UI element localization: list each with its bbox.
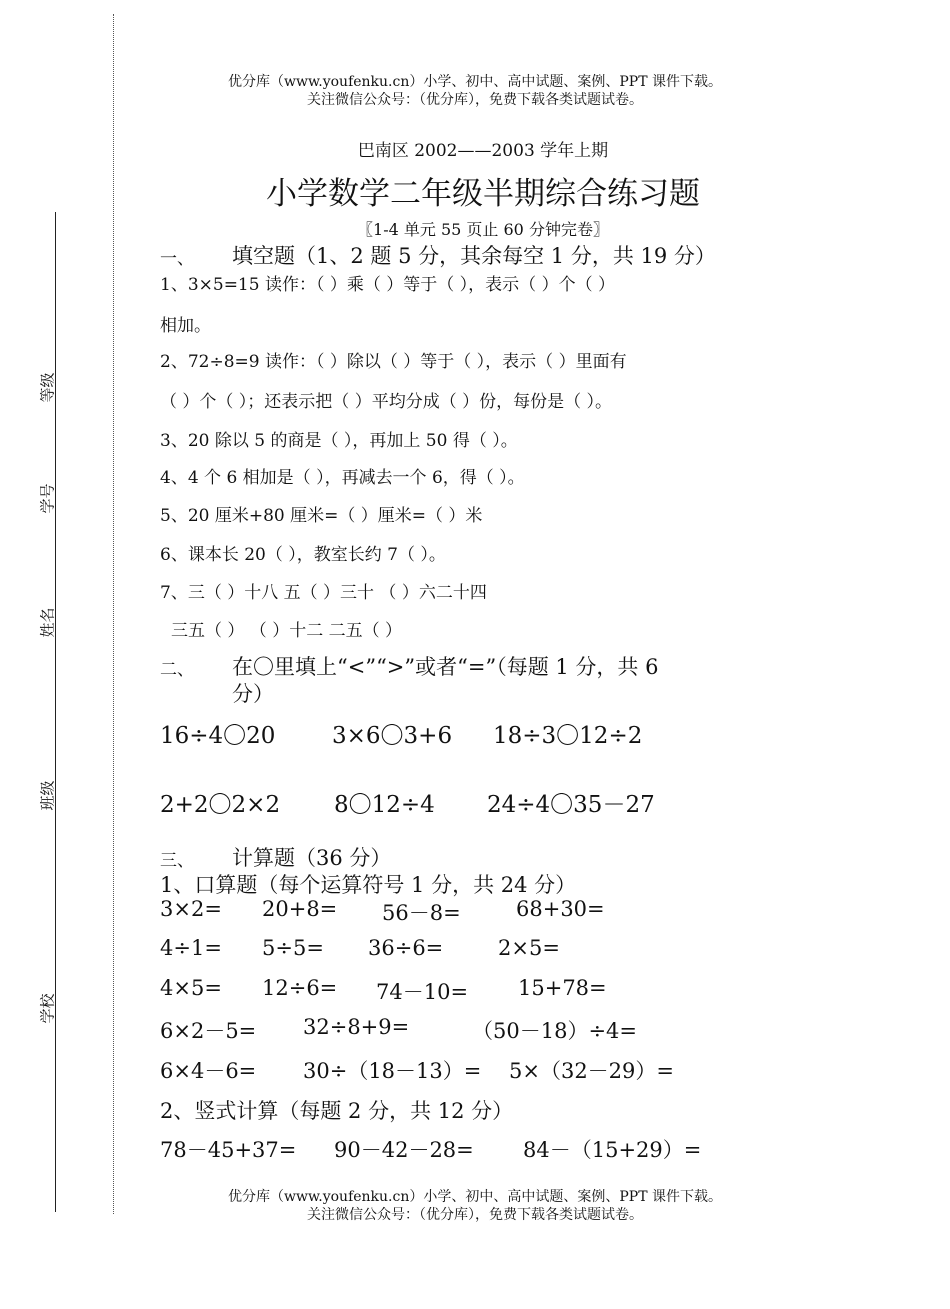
oral-calc-item: 68+30= xyxy=(516,897,605,921)
footer-line-2: 关注微信公众号：（优分库），免费下载各类试题试卷。 xyxy=(307,1207,643,1223)
vertical-calc-heading: 2、竖式计算（每题 2 分，共 12 分） xyxy=(160,1099,514,1123)
exam-subtitle: 巴南区 2002——2003 学年上期 xyxy=(357,141,609,161)
vertical-calc-item: 84－（15+29）= xyxy=(523,1138,702,1162)
oral-calc-item: 74－10= xyxy=(376,980,469,1004)
exam-title: 小学数学二年级半期综合练习题 xyxy=(266,176,700,212)
section3-number: 三、 xyxy=(160,851,194,871)
vertical-calc-item: 90－42－28= xyxy=(334,1138,474,1162)
compare-item: 2+2〇2×2 xyxy=(160,792,281,818)
section2-number: 二、 xyxy=(160,660,194,680)
section2-heading-line-1: 在〇里填上“<”“>”或者“=”（每题 1 分，共 6 xyxy=(232,655,659,679)
oral-calc-item: 4÷1= xyxy=(160,936,222,960)
compare-item: 16÷4〇20 xyxy=(160,723,276,749)
oral-calc-item: 15+78= xyxy=(518,976,607,1000)
section1-heading: 填空题（1、2 题 5 分，其余每空 1 分，共 19 分） xyxy=(232,244,716,268)
section2-heading-line-2: 分） xyxy=(232,682,274,706)
question-7a: 7、三（ ）十八 五（ ）三十 （ ）六二十四 xyxy=(160,583,487,603)
exam-note: 〖1-4 单元 55 页止 60 分钟完卷〗 xyxy=(357,220,609,239)
compare-item: 24÷4〇35－27 xyxy=(487,792,655,818)
section1-number: 一、 xyxy=(160,249,194,269)
oral-calc-heading: 1、口算题（每个运算符号 1 分，共 24 分） xyxy=(160,873,577,897)
side-field-name: 姓名 xyxy=(38,607,57,638)
header-line-2: 关注微信公众号：（优分库），免费下载各类试题试卷。 xyxy=(307,92,643,108)
footer-line-1: 优分库（www.youfenku.cn）小学、初中、高中试题、案例、PPT 课件下载。 xyxy=(227,1189,722,1205)
compare-item: 18÷3〇12÷2 xyxy=(493,723,643,749)
question-4: 4、4 个 6 相加是（ ），再减去一个 6，得（ ）。 xyxy=(160,468,525,488)
oral-calc-item: 30÷（18－13）= xyxy=(303,1059,482,1083)
oral-calc-item: 32÷8+9= xyxy=(303,1015,410,1039)
compare-item: 8〇12÷4 xyxy=(334,792,435,818)
side-field-grade: 等级 xyxy=(38,372,57,403)
question-2a: 2、72÷8=9 读作：（ ）除以（ ）等于（ ），表示（ ）里面有 xyxy=(160,352,627,372)
oral-calc-item: 2×5= xyxy=(498,936,560,960)
side-field-number: 学号 xyxy=(38,483,57,514)
question-7b: 三五（ ） （ ）十二 二五（ ） xyxy=(171,621,403,641)
oral-calc-item: 6×2－5= xyxy=(160,1019,257,1043)
question-2b: （ ）个（ ）；还表示把（ ）平均分成（ ）份，每份是（ ）。 xyxy=(160,392,613,412)
oral-calc-item: 5÷5= xyxy=(262,936,324,960)
vertical-calc-item: 78－45+37= xyxy=(160,1138,297,1162)
oral-calc-item: 56－8= xyxy=(382,901,461,925)
question-5: 5、20 厘米+80 厘米=（ ）厘米=（ ）米 xyxy=(160,506,483,526)
oral-calc-item: 4×5= xyxy=(160,976,222,1000)
oral-calc-item: 36÷6= xyxy=(368,936,444,960)
oral-calc-item: （50－18）÷4= xyxy=(472,1019,637,1043)
side-field-class: 班级 xyxy=(38,780,57,811)
question-6: 6、课本长 20（ ），教室长约 7（ ）。 xyxy=(160,545,446,565)
question-3: 3、20 除以 5 的商是（ ），再加上 50 得（ ）。 xyxy=(160,431,518,451)
oral-calc-item: 20+8= xyxy=(262,897,338,921)
side-field-school: 学校 xyxy=(38,993,57,1024)
question-1b: 相加。 xyxy=(160,316,211,336)
oral-calc-item: 3×2= xyxy=(160,897,222,921)
compare-item: 3×6〇3+6 xyxy=(332,723,453,749)
section3-heading: 计算题（36 分） xyxy=(232,846,392,870)
oral-calc-item: 12÷6= xyxy=(262,976,338,1000)
header-line-1: 优分库（www.youfenku.cn）小学、初中、高中试题、案例、PPT 课件下载。 xyxy=(227,74,722,90)
oral-calc-item: 6×4－6= xyxy=(160,1059,257,1083)
question-1a: 1、3×5=15 读作：（ ）乘（ ）等于（ ），表示（ ）个（ ） xyxy=(160,275,615,295)
oral-calc-item: 5×（32－29）= xyxy=(509,1059,674,1083)
